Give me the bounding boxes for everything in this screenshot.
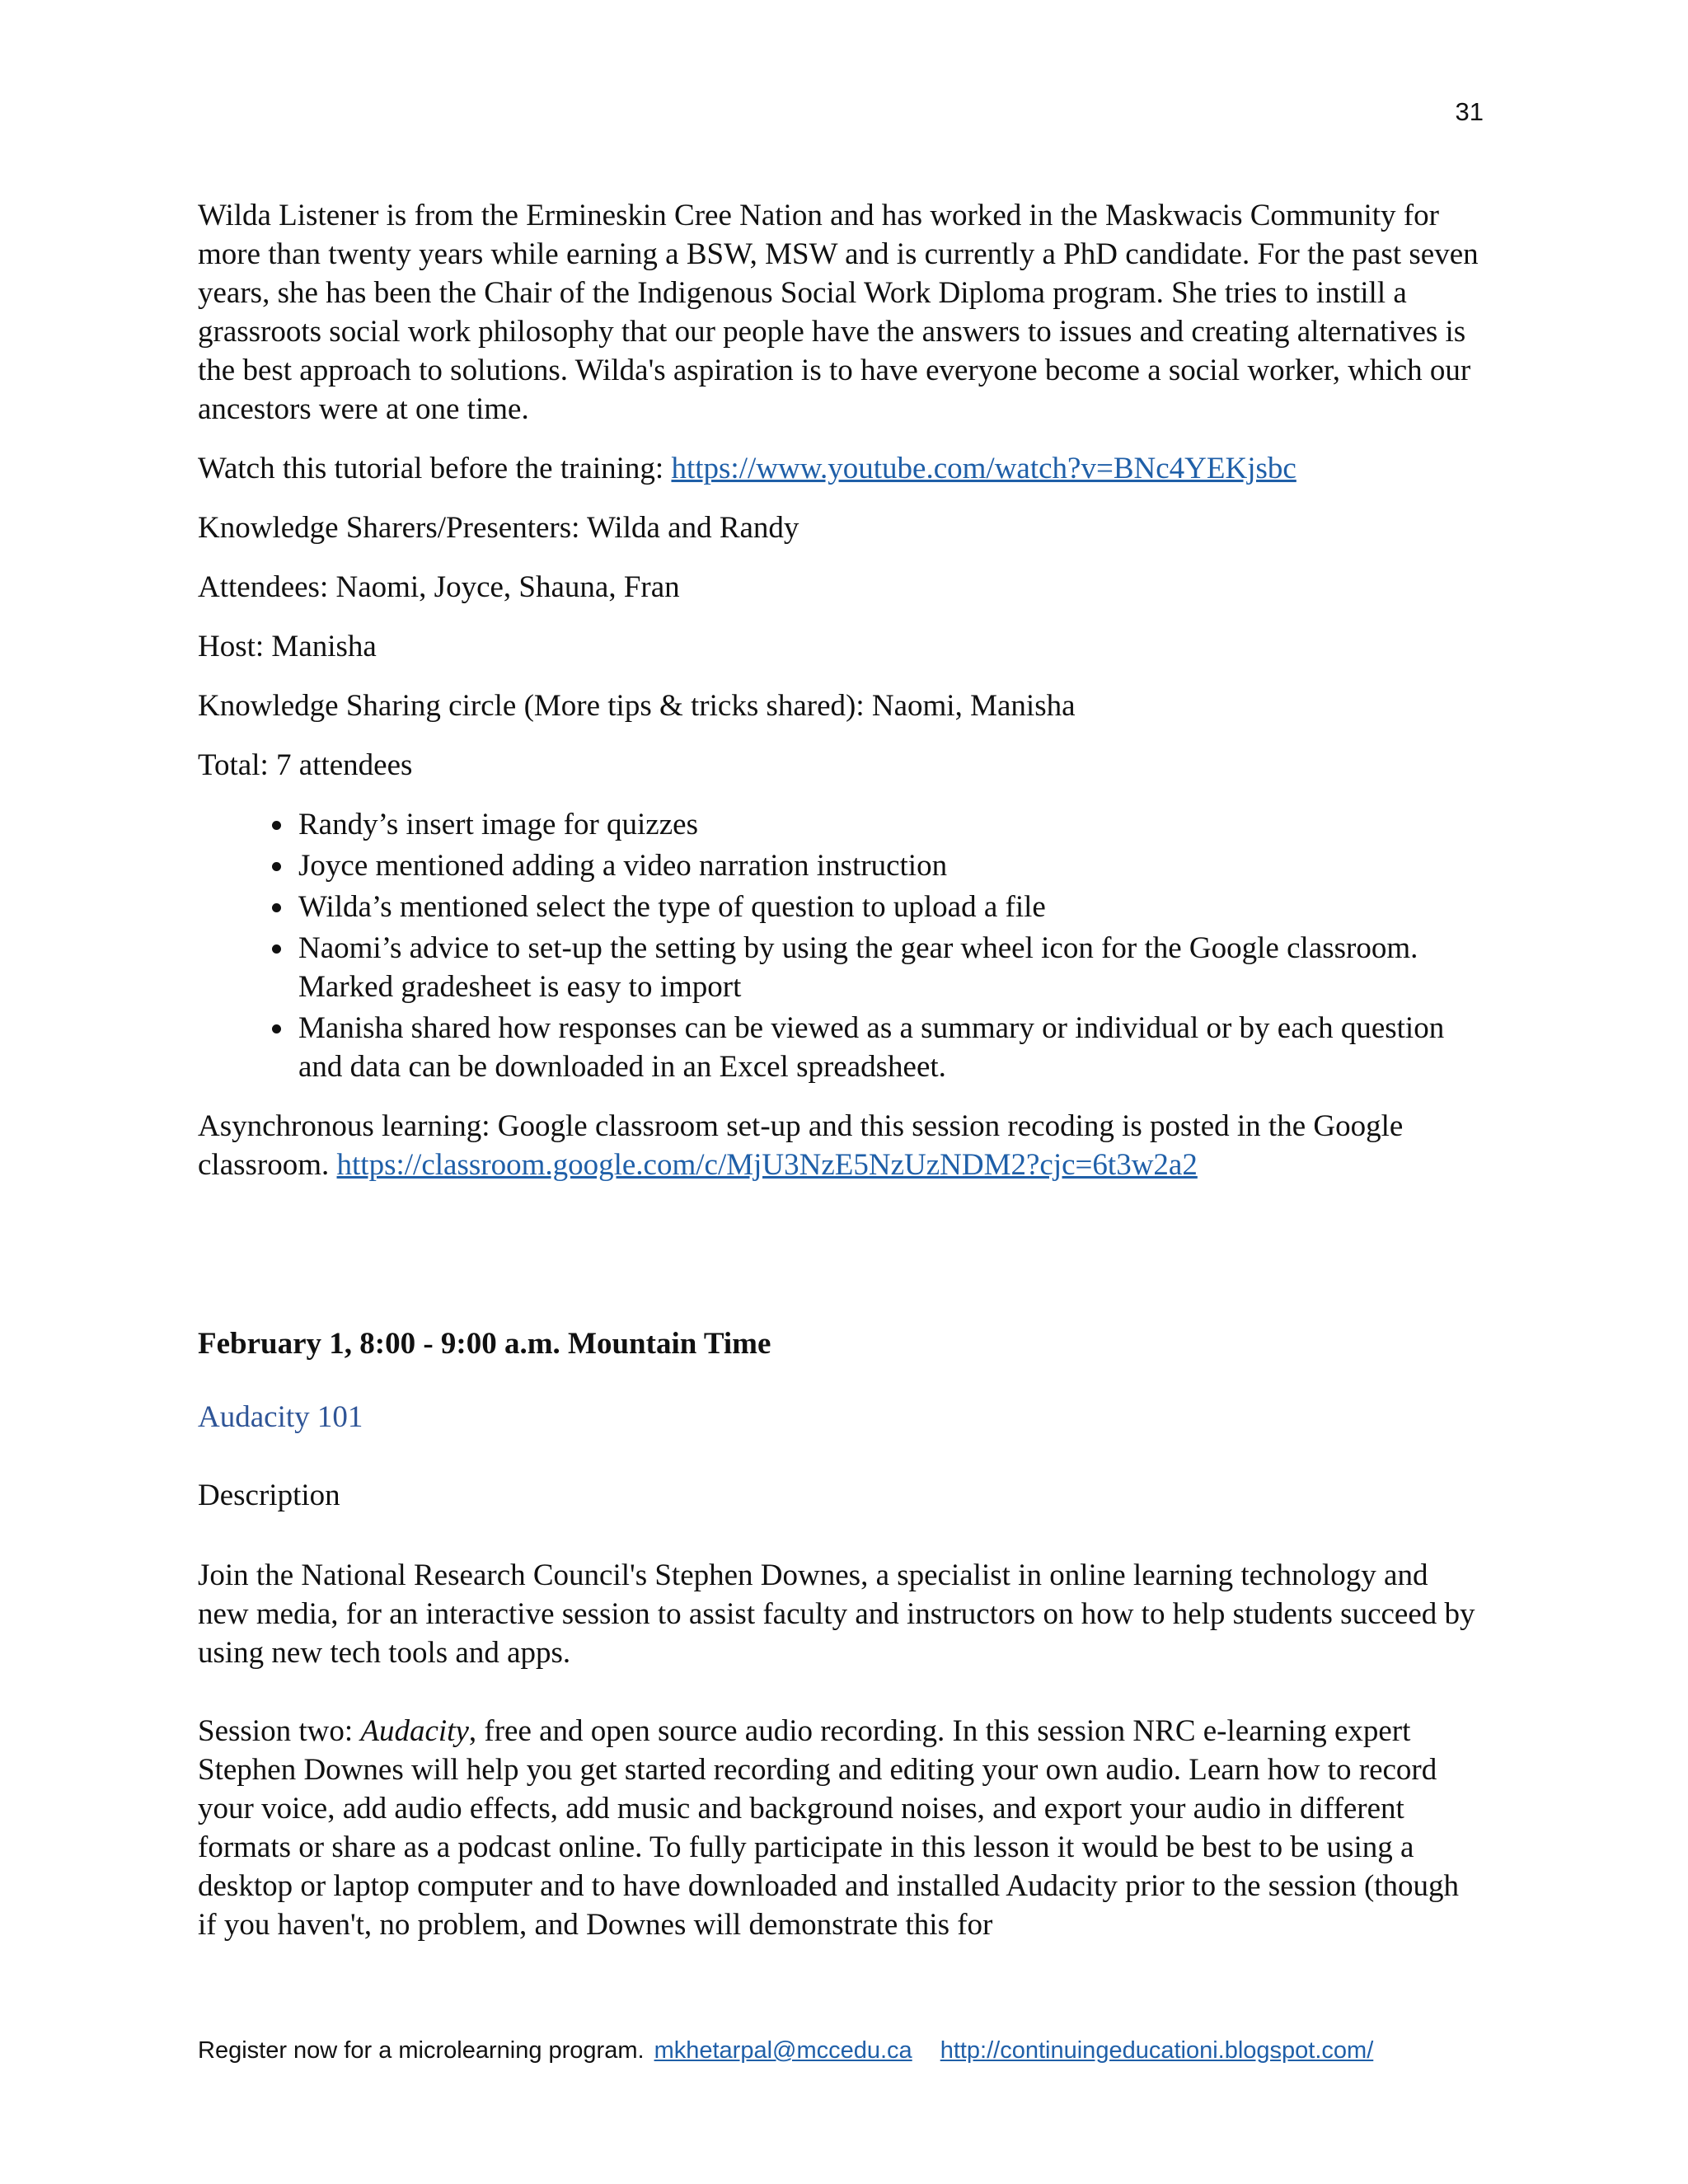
tutorial-line xyxy=(198,449,1484,488)
session-two-body: , free and open source audio recording. In this session NRC e-learning expert Stephen Downes will help you get started recording and editing your own audio. Learn how to record your voice, add audio effects, add music and background noises, and export your audio in different formats or share as a podcast online. To fully participate in this lesson it would be best to be using a desktop or laptop computer and to have downloaded and installed Audacity prior to the session (though if you haven't, no problem, and Downes will demonstrate this for xyxy=(198,1714,1460,1942)
tips-list xyxy=(198,805,1484,1086)
list-item: • Wilda’s mentioned select the type of question to upload a file xyxy=(295,888,1484,926)
session-date-heading: February 1, 8:00 - 9:00 a.m. Mountain Time xyxy=(198,1327,771,1361)
total-line: Total: 7 attendees xyxy=(198,748,413,782)
footer-text: Register now for a microlearning program. xyxy=(198,2037,645,2064)
description-heading: Description xyxy=(198,1479,340,1512)
footer-blog-link[interactable]: http://continuingeducationi.blogspot.com/ xyxy=(940,2037,1374,2064)
sharing-circle-line: Knowledge Sharing circle (More tips & tricks shared): Naomi, Manisha xyxy=(198,689,1076,723)
classroom-link[interactable]: https://classroom.google.com/c/MjU3NzE5NzUzNDM2?cjc=6t3w2a2 xyxy=(336,1148,1198,1182)
list-item: • Joyce mentioned adding a video narration instruction xyxy=(295,846,1484,885)
async-paragraph xyxy=(198,1107,1484,1184)
host-line: Host: Manisha xyxy=(198,630,377,663)
page-number: 31 xyxy=(1455,97,1484,126)
presenters-line: Knowledge Sharers/Presenters: Wilda and Randy xyxy=(198,511,799,545)
session-two-prefix: Session two: xyxy=(198,1714,361,1748)
description-paragraph: Join the National Research Council's Stephen Downes, a specialist in online learning technology and new media, for an interactive session to assist faculty and instructors on how to help students succeed by using new tech tools and apps. xyxy=(198,1558,1475,1670)
tutorial-link[interactable]: https://www.youtube.com/watch?v=BNc4YEKjsbc xyxy=(671,452,1296,485)
document-body xyxy=(198,196,1484,1965)
tutorial-label: Watch this tutorial before the training: xyxy=(198,452,672,485)
bio-paragraph: Wilda Listener is from the Ermineskin Cree Nation and has worked in the Maskwacis Community for more than twenty years while earning a BSW, MSW and is currently a PhD candidate. For the past seven years, she has been the Chair of the Indigenous Social Work Diploma program. She tries to instill a grassroots social work philosophy that our people have the answers to issues and creating alternatives is the best approach to solutions. Wilda's aspiration is to have everyone become a social worker, which our ancestors were at one time. xyxy=(198,199,1479,426)
list-item: • Manisha shared how responses can be viewed as a summary or individual or by each question and data can be downloaded in an Excel spreadsheet. xyxy=(295,1009,1484,1086)
session-two-app-name: Audacity xyxy=(360,1714,469,1748)
async-text: Asynchronous learning: Google classroom set-up and this session recoding is posted in the Google classroom. xyxy=(198,1109,1404,1182)
list-item: • Naomi’s advice to set-up the setting by using the gear wheel icon for the Google classroom. Marked gradesheet is easy to import xyxy=(295,929,1484,1006)
footer-email-link[interactable]: mkhetarpal@mccedu.ca xyxy=(654,2037,912,2064)
list-item: • Randy’s insert image for quizzes xyxy=(295,805,1484,844)
page-footer xyxy=(198,2037,1373,2064)
session-title: Audacity 101 xyxy=(198,1400,363,1434)
attendees-line: Attendees: Naomi, Joyce, Shauna, Fran xyxy=(198,570,680,604)
session-two-paragraph xyxy=(198,1712,1484,1944)
section-spacer xyxy=(198,1205,1484,1324)
